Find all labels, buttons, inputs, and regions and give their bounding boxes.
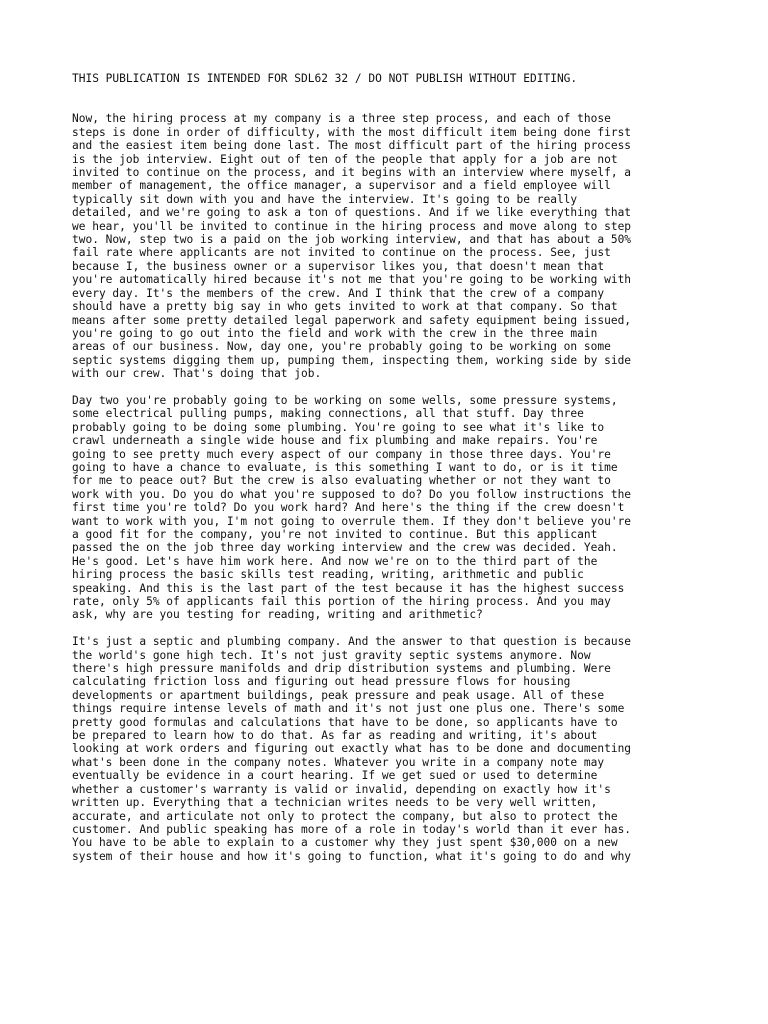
text-line: with our crew. That's doing that job. [72,367,322,381]
text-line: pretty good formulas and calculations that have to be done, so applicants have to [72,715,618,729]
text-line: looking at work orders and figuring out exactly what has to be done and documenting [72,742,632,756]
text-line: accurate, and articulate not only to protect the company, but also to protect the [72,809,618,823]
text-line: should have a pretty big say in who gets invited to work at that company. So that [72,300,618,314]
text-line: because I, the business owner or a supervisor likes you, that doesn't mean that [72,259,605,273]
text-line: calculating friction loss and figuring out head pressure flows for housing [72,675,571,689]
text-line: be prepared to learn how to do that. As far as reading and writing, it's about [72,729,598,743]
text-line: customer. And public speaking has more of a role in today's world than it ever has. [72,822,632,836]
text-line: things require intense levels of math and it's not just one plus one. There's some [72,702,625,716]
text-line: is the job interview. Eight out of ten of the people that apply for a job are not [72,152,618,166]
text-line: Day two you're probably going to be working on some wells, some pressure systems, [72,393,618,407]
text-line: passed the on the job three day working interview and the crew was decided. Yeah. [72,541,618,555]
text-line: you're automatically hired because it's not me that you're going to be working with [72,273,632,287]
text-line: there's high pressure manifolds and drip distribution systems and plumbing. Were [72,662,611,676]
text-line: two. Now, step two is a paid on the job working interview, and that has about a 50% [72,233,632,247]
text-line: you're going to go out into the field and work with the crew in the three main [72,326,598,340]
text-line: crawl underneath a single wide house and fix plumbing and make repairs. You're [72,434,598,448]
text-line: every day. It's the members of the crew. And I think that the crew of a company [72,286,605,300]
text-line: eventually be evidence in a court hearing. If we get sued or used to determine [72,769,598,783]
paragraph-1 [72,112,708,380]
text-line: detailed, and we're going to ask a ton of questions. And if we like everything that [72,206,632,220]
paragraph-2 [72,394,708,622]
text-line: some electrical pulling pumps, making connections, all that stuff. Day three [72,407,584,421]
text-line: want to work with you, I'm not going to overrule them. If they don't believe you're [72,514,632,528]
text-line: invited to continue on the process, and it begins with an interview where myself, a [72,166,632,180]
text-line: means after some pretty detailed legal paperwork and safety equipment being issued, [72,313,632,327]
text-line: written up. Everything that a technician writes needs to be very well written, [72,796,598,810]
text-line: for me to peace out? But the crew is also evaluating whether or not they want to [72,474,611,488]
text-line: what's been done in the company notes. Whatever you write in a company note may [72,755,605,769]
text-line: steps is done in order of difficulty, with the most difficult item being done first [72,125,632,139]
text-line: whether a customer's warranty is valid or invalid, depending on exactly how it's [72,782,611,796]
text-line: He's good. Let's have him work here. And now we're on to the third part of the [72,554,598,568]
text-line: system of their house and how it's going to function, what it's going to do and why [72,849,632,863]
text-line: we hear, you'll be invited to continue in the hiring process and move along to step [72,219,632,233]
text-line: going to see pretty much every aspect of our company in those three days. You're [72,447,611,461]
text-line: a good fit for the company, you're not invited to continue. But this applicant [72,527,598,541]
text-line: rate, only 5% of applicants fail this portion of the hiring process. And you may [72,595,611,609]
paragraph-3 [72,635,708,863]
text-line: going to have a chance to evaluate, is this something I want to do, or is it time [72,460,618,474]
text-line: septic systems digging them up, pumping them, inspecting them, working side by side [72,353,632,367]
text-line: hiring process the basic skills test reading, writing, arithmetic and public [72,568,584,582]
text-line: fail rate where applicants are not invited to continue on the process. See, just [72,246,611,260]
text-line: member of management, the office manager, a supervisor and a field employee will [72,179,611,193]
text-line: ask, why are you testing for reading, writing and arithmetic? [72,608,483,622]
text-line: It's just a septic and plumbing company. And the answer to that question is because [72,635,632,649]
publication-notice: THIS PUBLICATION IS INTENDED FOR SDL62 32 / DO NOT PUBLISH WITHOUT EDITING. [72,72,578,85]
text-line: probably going to be doing some plumbing. You're going to see what it's like to [72,420,605,434]
text-line: You have to be able to explain to a customer why they just spent $30,000 on a new [72,836,618,850]
text-line: first time you're told? Do you work hard? And here's the thing if the crew doesn't [72,501,625,515]
text-line: Now, the hiring process at my company is a three step process, and each of those [72,112,611,126]
text-line: areas of our business. Now, day one, you're probably going to be working on some [72,340,611,354]
text-line: speaking. And this is the last part of the test because it has the highest success [72,581,625,595]
text-line: and the easiest item being done last. The most difficult part of the hiring process [72,139,632,153]
text-line: developments or apartment buildings, peak pressure and peak usage. All of these [72,688,605,702]
text-line: typically sit down with you and have the interview. It's going to be really [72,192,578,206]
text-line: the world's gone high tech. It's not just gravity septic systems anymore. Now [72,648,591,662]
text-line: work with you. Do you do what you're supposed to do? Do you follow instructions the [72,487,632,501]
